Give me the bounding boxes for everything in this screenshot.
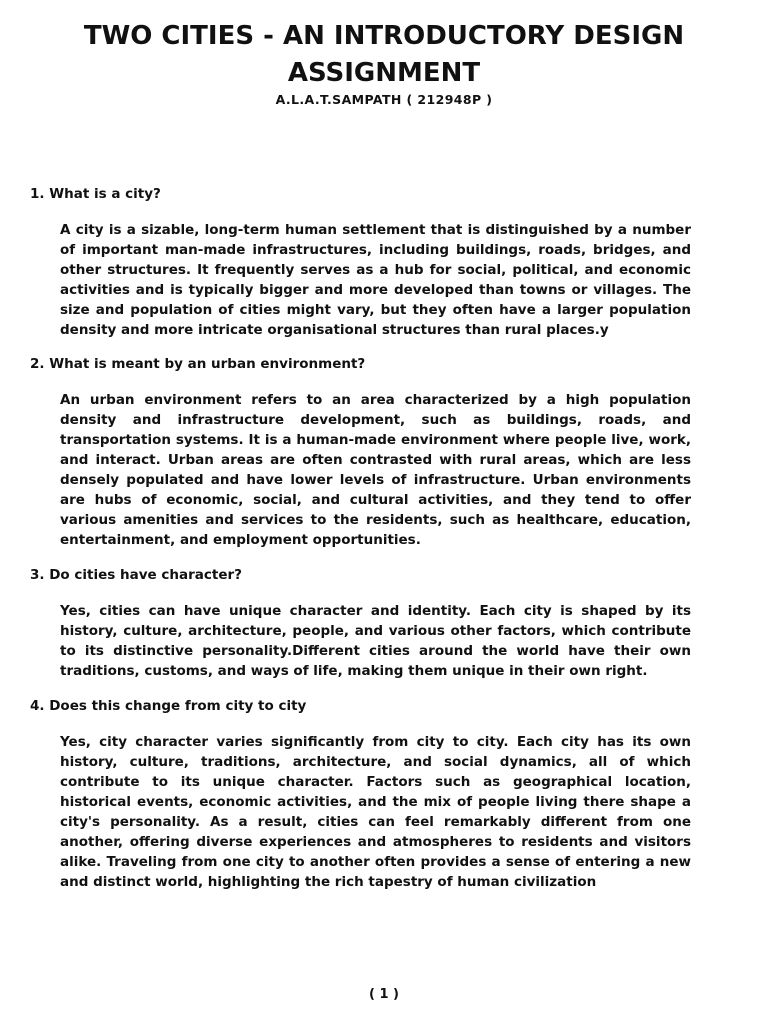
- section-what-is-a-city: [30, 185, 691, 340]
- answer-paragraph: An urban environment refers to an area characterized by a high population density and infrastructure development, such as buildings, roads, and transportation systems. It is a human-made environment where people live, work, and interact. Urban areas are often contrasted with rural areas, which are less densely populated and have lower levels of infrastructure. Urban environments are hubs of economic, social, and cultural activities, and they tend to offer various amenities and services to the residents, such as healthcare, education, entertainment, and employment opportunities.: [60, 392, 691, 548]
- question-heading: 4. Does this change from city to city: [30, 698, 307, 714]
- section-city-character: [30, 566, 691, 681]
- question-heading: 2. What is meant by an urban environment?: [30, 356, 366, 372]
- author-line: A.L.A.T.SAMPATH ( 212948P ): [275, 92, 493, 107]
- page-title: TWO CITIES - AN INTRODUCTORY DESIGN ASSIGNMENT: [83, 21, 685, 88]
- section-urban-environment: [30, 355, 691, 550]
- answer-paragraph: Yes, city character varies significantly from city to city. Each city has its own history, culture, traditions, architecture, and social dynamics, all of which contribute to its unique character. Factors such as geographical location, historical events, economic activities, and the mix of people living there shape a city's personality. As a result, cities can feel remarkably different from one another, offering diverse experiences and atmospheres to residents and visitors alike. Traveling from one city to another often provides a sense of entering a new and distinct world, highlighting the rich tapestry of human civilization: [60, 734, 691, 890]
- section-character-change: [30, 697, 691, 892]
- question-heading: 1. What is a city?: [30, 186, 161, 202]
- answer-paragraph: A city is a sizable, long-term human settlement that is distinguished by a number of important man-made infrastructures, including buildings, roads, bridges, and other structures. It frequently serves as a hub for social, political, and economic activities and is typically bigger and more developed than towns or villages. The size and population of cities might vary, but they often have a larger population density and more intricate organisational structures than rural places.y: [60, 222, 691, 338]
- page-number: ( 1 ): [369, 987, 399, 1002]
- answer-paragraph: Yes, cities can have unique character and identity. Each city is shaped by its history, culture, architecture, people, and various other factors, which contribute to its distinctive personality.Different cities around the world have their own traditions, customs, and ways of life, making them unique in their own right.: [60, 603, 691, 679]
- question-heading: 3. Do cities have character?: [30, 567, 242, 583]
